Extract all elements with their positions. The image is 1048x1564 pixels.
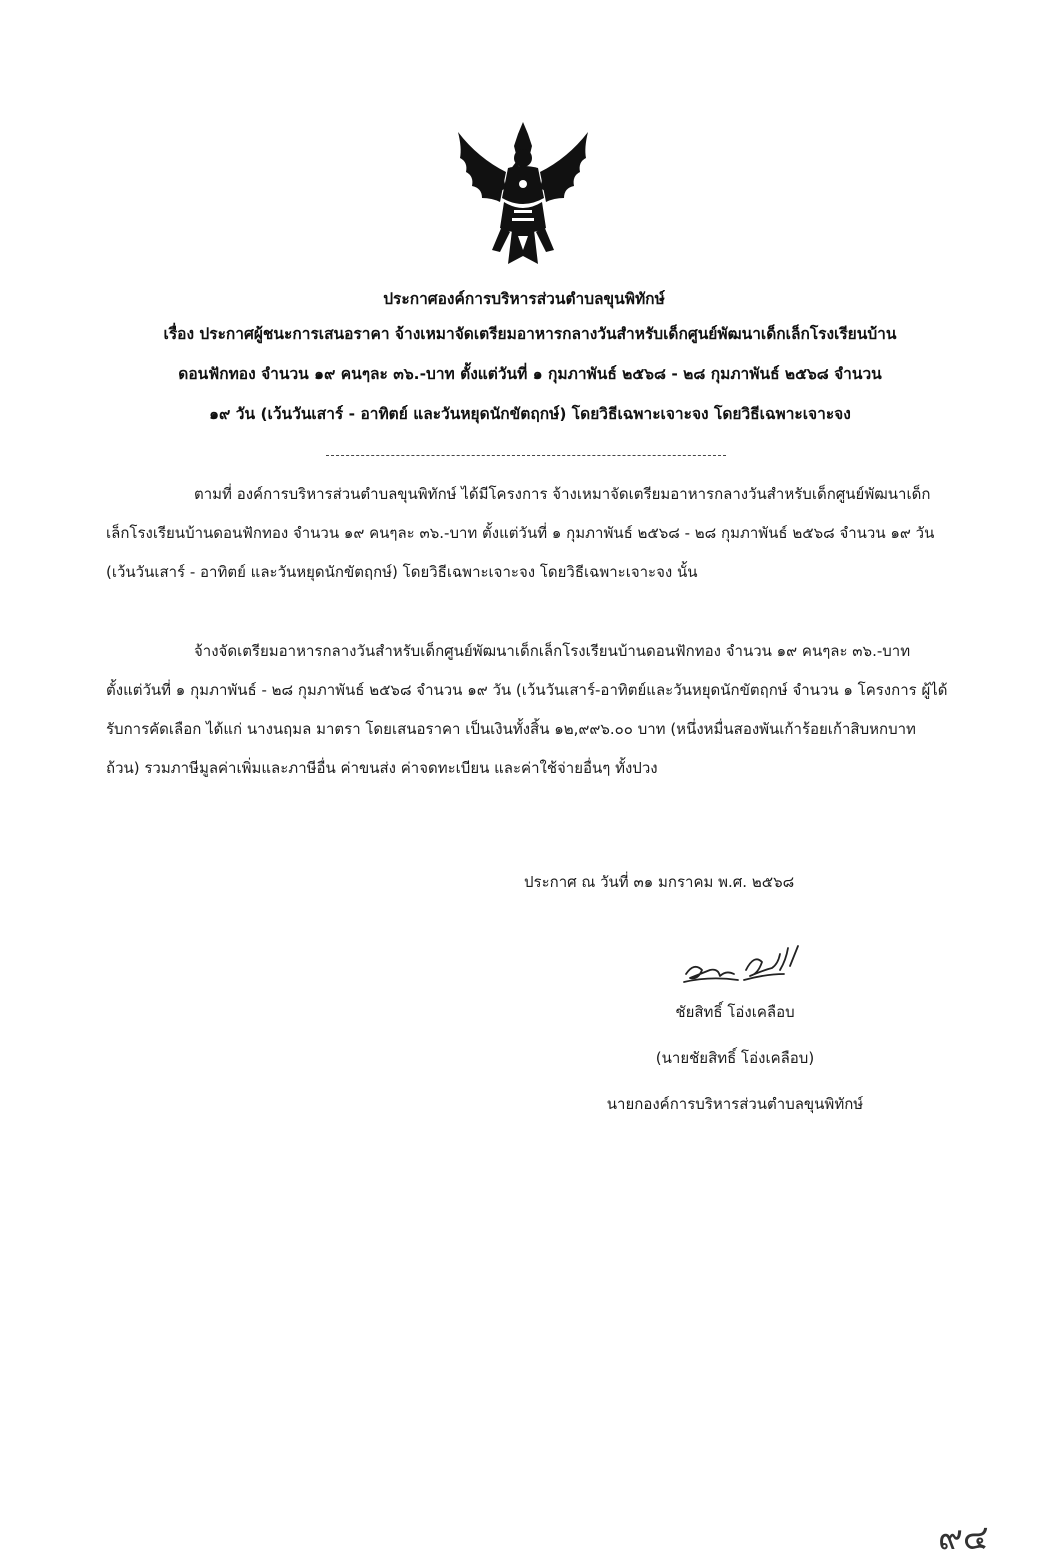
subject-line: ๑๙ วัน (เว้นวันเสาร์ - อาทิตย์ และวันหยุดนักขัตฤกษ์) โดยวิธีเฉพาะเจาะจง โดยวิธีเฉพาะเจาะจง xyxy=(209,405,851,423)
subject-line: ดอนฟักทอง จำนวน ๑๙ คนๆละ ๓๖.-บาท ตั้งแต่วันที่ ๑ กุมภาพันธ์ ๒๕๖๘ - ๒๘ กุมภาพันธ์ ๒๕๖๘ จำนวน xyxy=(178,365,882,383)
page-number: ๙๔ xyxy=(938,1518,989,1558)
paragraph-text: ตามที่ องค์การบริหารส่วนตำบลขุนพิทักษ์ ได้มีโครงการ จ้างเหมาจัดเตรียมอาหารกลางวันสำหรับเด็กศูนย์พัฒนาเด็กเล็กโรงเรียนบ้านดอนฟักทอง จำนวน ๑๙ คนๆละ ๓๖.-บาท ตั้งแต่วันที่ ๑ กุมภาพันธ์ ๒๕๖๘ - ๒๘ กุมภาพันธ์ ๒๕๖๘ จำนวน ๑๙ วัน (เว้นวันเสาร์ - อาทิตย์ และวันหยุดนักขัตฤกษ์) โดยวิธีเฉพาะเจาะจง โดยวิธีเฉพาะเจาะจง นั้น xyxy=(106,485,935,581)
signer-name: ชัยสิทธิ์ โอ่งเคลือบ xyxy=(675,1003,795,1021)
body-paragraph-1 xyxy=(106,475,948,592)
signer-title: นายกองค์การบริหารส่วนตำบลขุนพิทักษ์ xyxy=(606,1095,864,1113)
org-heading: ประกาศองค์การบริหารส่วนตำบลขุนพิทักษ์ xyxy=(383,290,665,308)
subject-block xyxy=(100,314,960,434)
signer-full-name: (นายชัยสิทธิ์ โอ่งเคลือบ) xyxy=(655,1049,815,1067)
announce-date: ประกาศ ณ วันที่ ๓๑ มกราคม พ.ศ. ๒๕๖๘ xyxy=(524,873,795,891)
subject-line: เรื่อง ประกาศผู้ชนะการเสนอราคา จ้างเหมาจัดเตรียมอาหารกลางวันสำหรับเด็กศูนย์พัฒนาเด็กเล็กโรงเรียนบ้าน xyxy=(163,325,897,343)
paragraph-text: จ้างจัดเตรียมอาหารกลางวันสำหรับเด็กศูนย์พัฒนาเด็กเล็กโรงเรียนบ้านดอนฟักทอง จำนวน ๑๙ คนๆละ ๓๖.-บาท ตั้งแต่วันที่ ๑ กุมภาพันธ์ - ๒๘ กุมภาพันธ์ ๒๕๖๘ จำนวน ๑๙ วัน (เว้นวันเสาร์-อาทิตย์และวันหยุดนักขัตฤกษ์ จำนวน ๑ โครงการ ผู้ได้รับการคัดเลือก ได้แก่ นางนฤมล มาตรา โดยเสนอราคา เป็นเงินทั้งสิ้น ๑๒,๙๙๖.๐๐ บาท (หนึ่งหมื่นสองพันเก้าร้อยเก้าสิบหกบาทถ้วน) รวมภาษีมูลค่าเพิ่มและภาษีอื่น ค่าขนส่ง ค่าจดทะเบียน และค่าใช้จ่ายอื่นๆ ทั้งปวง xyxy=(106,642,948,777)
body-paragraph-2 xyxy=(106,632,948,788)
handwritten-signature xyxy=(680,940,810,994)
garuda-emblem-icon xyxy=(448,118,598,268)
separator-line xyxy=(326,455,726,456)
